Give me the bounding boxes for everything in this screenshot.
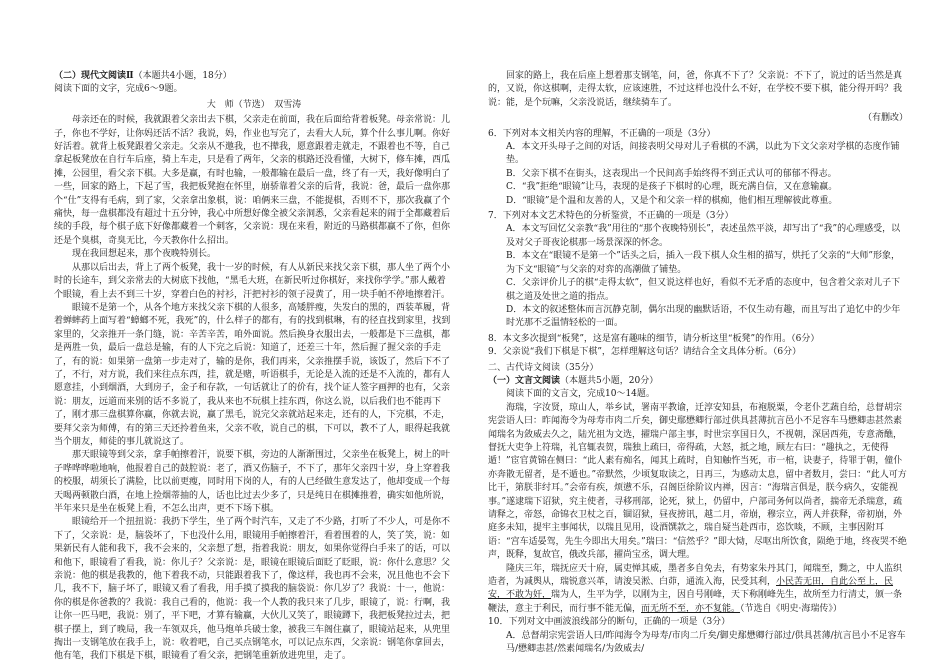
classical-note: （本题共5小题，20分）	[560, 375, 659, 386]
paragraph: 现在我回想起来，那个夜晚特别长。	[72, 249, 217, 260]
text-run: 隆庆三年，瑞抚应天十府，属吏惮其威，墨者多自免去，有势家朱丹其门，闻瑞至，黝之，中人监织造者，为减舆从，瑞锐意兴革，请浚吴淞、白茆，通流入海，民受其利，	[488, 563, 903, 588]
section-instruction: 阅读下面的文字，完成6～9题。	[54, 84, 183, 95]
classical-heading	[488, 375, 908, 388]
source-note: （有删改）	[862, 113, 908, 124]
section-heading	[54, 70, 454, 83]
option: B．父亲下棋不在街头，这表现出一个民间高手始终得不到正式认可的郁郁不得志。	[506, 168, 837, 179]
option: B．本文在“眼镜不是第一个”话头之后，插入一段下棋人众生相的描写，烘托了父亲的“大师”形象，为下文“眼镜”与父亲的对弈的高潮做了铺垫。	[506, 251, 901, 275]
part-2-title: 二、古代诗文阅读（35分）	[488, 362, 599, 373]
left-column	[54, 70, 454, 664]
classical-instruction: 阅读下面的文言文，完成10～14题。	[506, 389, 655, 400]
source-citation: （节选自《明史·海瑞传》）	[740, 603, 842, 614]
paragraph: 回家的路上，我在后座上想着那支钢笔，问，爸，你真不下了？父亲说：不下了，说过的话当然是真的，又说，你这棋啊，走得太软，应该速胜，不过这样也没什么不好，在学校不要下棋，能分得开吗？我说：能，是个玩嘛，父亲没说话，继续骑车了。	[488, 71, 903, 108]
underlined-sentence: 而无所不至，亦不复能。	[641, 603, 741, 614]
section-title: （二）现代文阅读Ⅱ	[54, 71, 134, 81]
question-6: 6．下列对本文相关内容的理解，不正确的一项是（3分）	[488, 128, 716, 139]
option: C．“我”拒绝“眼镜”让马，表现的是孩子下棋时的心理，既充满自信，又在意输赢。	[506, 182, 838, 193]
question-7: 7．下列对本文艺术特色的分析鉴赏，不正确的一项是（3分）	[488, 211, 734, 222]
option: A．总督胡宗宪尝语人曰/昨闻海令为母寿/市肉二斤矣/御史鄢懋卿行部过/供具甚薄/抗言邑小不足容车马/懋卿恚甚/然素闻瑞名/为敛威去/	[506, 630, 906, 655]
question-8: 8．本文多次提到“板凳”，这是富有趣味的细节，请分析这里“板凳”的作用。（6分）	[488, 333, 820, 344]
question-9: 9．父亲说“我们下棋是下棋”，怎样理解这句话？请结合全文具体分析。（6分）	[488, 347, 802, 358]
underlined-sentence: 小民苦无田，自此公至上，民安，不敢为奸，	[488, 577, 894, 601]
question-10: 10．下列对文中画波浪线部分的断句，正确的一项是（3分）	[488, 617, 731, 628]
article-title: 大 师（节选） 双雪涛	[206, 99, 302, 110]
right-column	[488, 70, 908, 656]
classical-paragraph: 海瑞，字汝贤，琼山人，举乡试，署南平教谕，迁淳安知县，布袍脱粟，令老仆艺蔬自给，总督胡宗宪尝语人曰：昨闻海令为母寿市肉二斤矣，御史鄢懋卿行部过供具甚薄抗言邑小不足容车马懋卿恚甚然素闻瑞名为敛威去久之，陆光祖为文选，擢瑞户部主事，时世宗享国日久，不视朝，深居西苑，专意斋醮，督抚大吏争上符瑞，礼官辄表贺，瑞独上疏曰，帝得疏，大怒，抵之地，顾左右曰：“趣执之，无使得遁！”宦官黄锦在侧曰：“此人素有痴名，闻其上疏时，自知触忤当死，市一棺，诀妻子，待罪于朝，僮仆亦奔散无留者，是不遁也。”帝默然，少顷复取读之，日再三，为感动太息，留中者数月，尝曰：“此人可方比干，第朕非纣耳。”会帝有疾，烦懑不乐，召阁臣徐阶议内禅，因言：“海瑞言俱是，朕今病久，安能视事。”遂逮瑞下诏狱，究主使者，寻移刑部，论死，狱上，仍留中，户部司务何以尚者，揣帝无杀瑞意，疏请释之，帝怒，命锦衣卫杖之百，锢诏狱，昼夜搒讯，越二月，帝崩，穆宗立，两人并获释，帝初崩，外庭多未知，提牢主事闻状，以瑞且见用，设酒馔款之，瑞自疑当赴西市，恣饮啖，不顾，主事因附耳语：“宫车适晏驾，先生今即出大用矣。”瑞曰：“信然乎？”即大恸，尽呕出所饮食，陨绝于地，终夜哭不绝声，既释，复故官，俄改兵部，擢尚宝丞，调大理。	[488, 402, 907, 561]
text-run: 瑞为人，生平为学，以刚为主，因自号刚峰，天下称刚峰先生，故所至力行清丈，颁一条鞭法，意主于利民，而行事不能无偏，	[488, 590, 903, 614]
paragraph: 眼镜给开一个扭扭说：我扔下学生，坐了两个时汽车，又走了不少路，打听了不少人，可是你不下了，父亲说：是，脑袋坏了，下也没什么用，眼镜用手帕擦着汗，看着围着的人，笑了笑，说：如果新民有人能和我下，我不会来的，父亲想了想，指着我说：朋友，如果你觉得白手来了的话，可以和他下，眼镜看了看我，说：你儿子？父亲说：是，眼镜在眼镜后面眨了眨眼，说：你什么意思？父亲说：他的棋是我教的，他下着我不动，只能跟着我下了，像这样，我也再不会来，况且他也不会下几，我不下，脑子坏了，眼镜又看了看我，用手摸了摸我的脑袋说：你几岁了？我说：十一，他说：你的棋是你爸教的？我说：我自己看的，他说：我一个人教的我只来了几步，眼镜了，说：行啊，我让你一匹马吧，我说：别了，平下吧，才算有输赢，大伙儿又笑了，眼镜蹲下，我把板凳拉过去，把棋子摆上，到了晚局，我一车领双兵，他马炮单兵破士象，被我三车阁住赢了，眼镜站起来，从兜里掏出一支钢笔放在我手上，说：收着吧，自己买点钢笔水，可以记点东西，父亲说：钢笔你拿回去，他有笔，我们下棋是下棋，眼镜看了看父亲，把钢笔重新放进兜里，走了。	[54, 517, 451, 662]
paragraph: 眼镜不是第一个，从各个地方来找父亲下棋的人很多，高矮胖瘦，失发白的黑的，西装革履，背着蝉蟀药上面写着“蟑螂不死，我死”的，什么样子的都有，有的找到棋琳，有的径直找到家里，找到家里的，父亲推开一条门缝，说：辛苦辛苦，咱外面说。然后换身衣服出去，一般都是下三盘棋，都是两胜一负，最后一盘总是输，有的人下完之后说：知道了，还差三十年，然后握了握父亲的手走了，有的说：如果第一盘第一步走对了，输的是你，我们再来，父亲推摆手说，该饭了，然后下不了了，不行，对方说，我们来往点东西，挂，就是赌，听语棋手，无论是入流的还是不入流的，都有人愿意挂，小到烟酒，大到房子，金子和存款，一句话就让了的价有，找个证人签字画押的也有，父亲说：朋友，远道而来别的话不多说了，我从来也不玩棋上挂东西，你这么说，以后我们也不能再下了，刚才那三盘棋算你赢，你就去说，赢了黑毛，说完父亲就站起来走，还有的人，下完棋，不走，要拜父亲为师傅，有的第三天还拎着鱼来，父亲不收，说自己的棋，下可以，教不了人，眼得起我就当个朋友，师徒的事儿就说这了。	[54, 302, 451, 447]
paragraph: 那天眼镜等到父亲，拿手帕擦着汗，说要下棋，旁边的人渐渐围过，父亲坐在板凳上，树上的叶子哗哗哗啦地响，他报着自己的鼓腔说：老了，酒又伤脑子，不下了，那年父亲四十岁，身上穿着我的校服，胡须长了满脸，比以前更瘦，同时用下岗的人，有的人已经做生意发达了，他却变成一个每天喝两顿散白酒，在地上捡烟蒂抽的人，话也比过去少多了，只是纯日在棋摊推着，确实如他所说，半年来只是坐在板凳上看，不怎么出声，更不下场下棋。	[54, 450, 451, 514]
option: D．本文的叙述整体而言沉静克制，偶尔出现的幽默话语，不仅生动有趣，而且写出了追忆中的少年时光那不乏温情轻松的一面。	[506, 304, 901, 329]
classical-title: （一）文言文阅读	[488, 375, 561, 386]
section-note: （本题共4小题，18分）	[133, 71, 232, 81]
paragraph: 从那以后出去，背上了两个板凳，我十一岁的时候，有人从新民来找父亲下棋，那人坐了两个小时的长途车，到父亲常去的大树底下找他，“黑毛大班，在新民听过你棋好，来找你学学。”那人戴着个眼镜，看上去不到三十岁，穿着白色的衬衫，汗把衬衫的领子浸黄了，用一块手帕不停地擦着汗。	[54, 262, 451, 300]
option: D．“眼镜”是个温和友善的人，又是个和父亲一样的棋痴，他们相互理解彼此尊重。	[506, 195, 838, 206]
option: C．父亲评价儿子的棋“走得太软”，但又说这样也好，看似不无矛盾的态度中，包含着父亲对儿子下棋之道及处世之道的指点。	[506, 278, 901, 302]
classical-paragraph	[488, 563, 908, 617]
option: A．本文开头母子之间的对话，间接表明父母对儿子看棋的不满，以此为下文父亲对学棋的态度作铺垫。	[506, 142, 900, 166]
paragraph: 母亲还在的时候，我就跟着父亲出去下棋，父亲走在前面，我在后面给背着板凳。母亲常说：儿子，你也不学好，让你妈还活不活？我说，妈，作业也写完了，去看大人玩，算个什么事儿啊。你好好活着。就背上板凳跟着父亲走。父亲从不邀我，也不撵我，愿意跟着走就走，不跟着也不等，自己拿起板凳放在自行车后座，骑上车走，只是看了两年，父亲的棋路还没看懂，大树下，修车摊，西瓜摊，公园里，看父亲下棋。大多是赢，有时也输，一般都输在最后一盘，终了有一天，我好像明白了一些，回家的路上，下起了雪，我把板凳抱在怀里，崩骄靠着父亲的后背，我说：爸，最后一盘你那个“仕”支得有毛病，到了家，父亲拿出象棋，说：咱俩来三盘，不能提棋，否则不下，那次我赢了个痛快，每一盘棋都没有超过十五分钟，我心中所想好像全被父亲洞悉，父亲看起来的闹于全都藏着后续的手段，每个棋子底下好像都藏着一个刺客，父亲说：现在来看，附近的马路棋都赢不了你，但你还是个臭棋，奇臭无比，今天教你什么招出。	[54, 115, 451, 246]
option: A．本文写回忆父亲教“我”用往的“那个夜晚特别长”，表述虽然平淡，却写出了“我”的心理感受，以及对父子哥夜论棋那一场景深深的怀念。	[506, 224, 901, 248]
